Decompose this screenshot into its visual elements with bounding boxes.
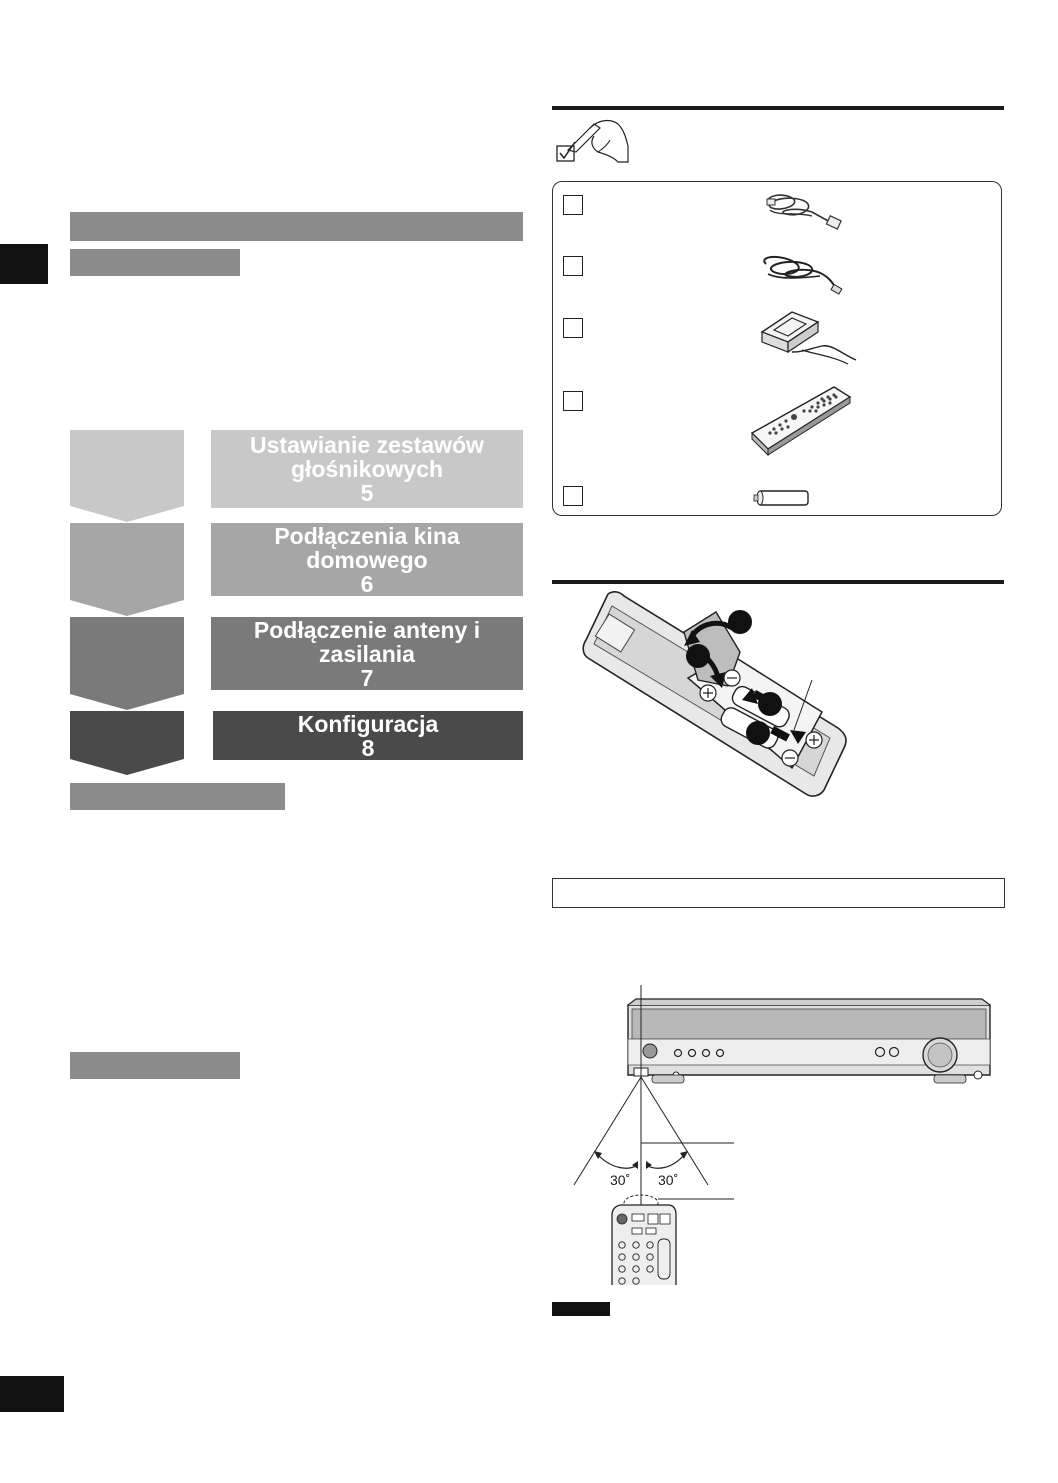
language-tab: [0, 244, 48, 284]
page-number-tab: [0, 1376, 64, 1412]
accessory-5-checkbox[interactable]: [563, 486, 583, 506]
angle-label-left: 30˚: [610, 1172, 631, 1188]
step-1-page: 5: [360, 480, 374, 506]
subsection-header-bar: [70, 249, 240, 276]
accessory-2-checkbox[interactable]: [563, 256, 583, 276]
accessory-3-checkbox[interactable]: [563, 318, 583, 338]
step-3-page: 7: [360, 664, 374, 691]
step-2-title-line2: domowego: [306, 546, 428, 573]
step-2-box[interactable]: [211, 523, 523, 596]
section-header-bar: [70, 212, 523, 241]
step-4-page: 8: [361, 734, 375, 761]
step-4-title-line1: Konfiguracja: [297, 710, 439, 737]
fm-antenna-icon: [758, 252, 844, 298]
subsection-header-bar-2: [70, 783, 285, 810]
step-3-arrow: [70, 617, 184, 710]
remote-control-icon: [748, 383, 854, 459]
ac-power-cord-icon: [762, 190, 844, 238]
step-1-title-line1: Ustawianie zestawów: [250, 432, 484, 458]
accessory-1-checkbox[interactable]: [563, 195, 583, 215]
accessory-4-checkbox[interactable]: [563, 391, 583, 411]
step-3-title-line2: zasilania: [319, 640, 415, 667]
note-label-bar: [552, 1302, 610, 1316]
angle-label-right: 30˚: [658, 1172, 679, 1188]
step-3-title-line1: Podłączenie anteny i: [253, 616, 481, 643]
step-4-arrow: [70, 711, 184, 775]
step-4-box[interactable]: [213, 711, 523, 760]
accessories-rule: [552, 106, 1004, 110]
checklist-hand-icon: [554, 118, 634, 168]
step-3-box[interactable]: [211, 617, 523, 690]
battery-insertion-diagram: [580, 592, 860, 797]
step-1-box[interactable]: [211, 430, 523, 508]
step-1-title-line2: głośnikowych: [290, 456, 444, 482]
step-2-title-line1: Podłączenia kina: [274, 522, 460, 549]
remote-range-diagram: [572, 985, 992, 1285]
subsection-header-bar-3: [70, 1052, 240, 1079]
battery-icon: [754, 488, 810, 508]
step-2-arrow: [70, 523, 184, 616]
am-loop-antenna-icon: [752, 306, 862, 370]
battery-section-rule: [552, 580, 1004, 584]
step-1-arrow: [70, 430, 184, 522]
step-2-page: 6: [360, 570, 374, 597]
note-frame-box: [552, 878, 1005, 908]
